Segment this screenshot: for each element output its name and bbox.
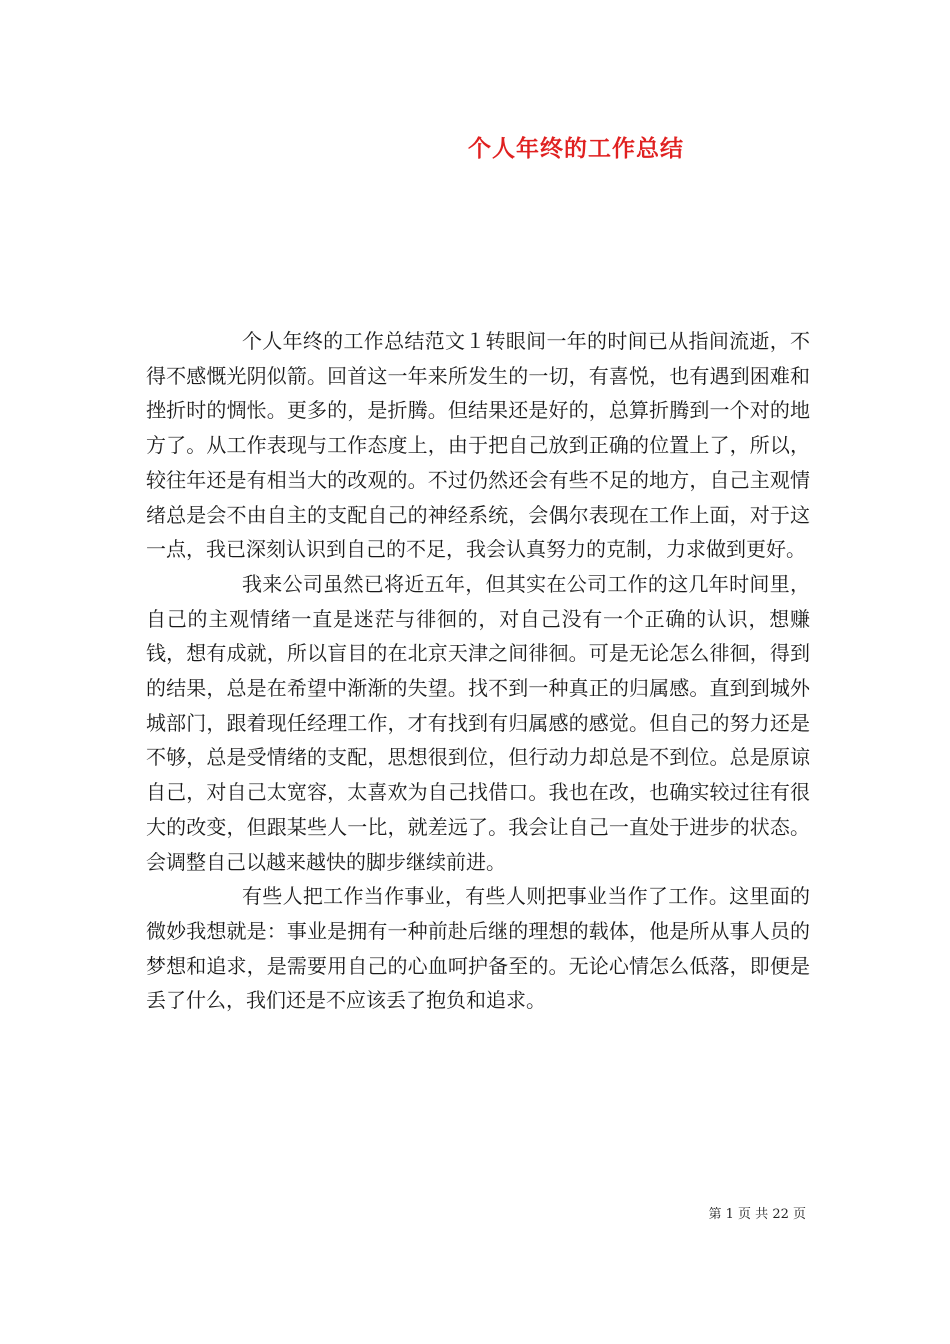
paragraph-2: 我来公司虽然已将近五年，但其实在公司工作的这几年时间里，自己的主观情绪一直是迷茫与徘徊的，对自己没有一个正确的认识，想赚钱，想有成就，所以盲目的在北京天津之间徘徊。可是无论怎么徘徊，得到的结果，总是在希望中渐渐的失望。找不到一种真正的归属感。直到到城外城部门，跟着现任经理工作，才有找到有归属感的感觉。但自己的努力还是不够，总是受情绪的支配，思想很到位，但行动力却总是不到位。总是原谅自己，对自己太宽容，太喜欢为自己找借口。我也在改，也确实较过往有很大的改变，但跟某些人一比，就差远了。我会让自己一直处于进步的状态。会调整自己以越来越快的脚步继续前进。 — [146, 571, 810, 874]
paragraph-3: 有些人把工作当作事业，有些人则把事业当作了工作。这里面的微妙我想就是：事业是拥有一种前赴后继的理想的载体，他是所从事人员的梦想和追求，是需要用自己的心血呵护备至的。无论心情怎么低落，即便是丢了什么，我们还是不应该丢了抱负和追求。 — [146, 884, 810, 1013]
page-number-footer: 第 1 页 共 22 页 — [708, 1207, 806, 1222]
paragraph-1: 个人年终的工作总结范文１转眼间一年的时间已从指间流逝，不得不感慨光阴似箭。回首这一年来所发生的一切，有喜悦，也有遇到困难和挫折时的惆怅。更多的，是折腾。但结果还是好的，总算折腾到一个对的地方了。从工作表现与工作态度上，由于把自己放到正确的位置上了，所以，较往年还是有相当大的改观的。不过仍然还会有些不足的地方，自己主观情绪总是会不由自主的支配自己的神经系统，会偶尔表现在工作上面，对于这一点，我已深刻认识到自己的不足，我会认真努力的克制，力求做到更好。 — [146, 329, 810, 562]
document-body — [146, 324, 810, 1018]
document-title: 个人年终的工作总结 — [468, 135, 684, 162]
